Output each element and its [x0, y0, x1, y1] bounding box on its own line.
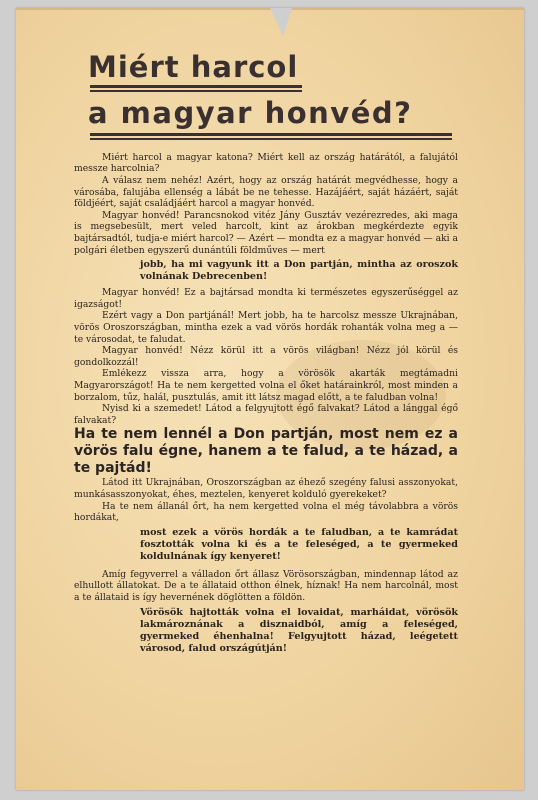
- quote: jobb, ha mi vagyunk itt a Don partján, mintha az oroszok volnának Debrecenben!: [140, 259, 458, 283]
- title-line-1: Miért harcol: [88, 50, 299, 84]
- paragraph: Látod itt Ukrajnában, Oroszországban az éhező szegény falusi asszonyokat, munkásasszonyokat, éhes, meztelen, kenyeret kolduló gyerekeket?: [74, 477, 458, 500]
- paragraph: Emlékezz vissza arra, hogy a vörösök akarták megtámadni Magyarországot! Ha te nem kergetted volna el őket határainkról, most minden a borzalom, tűz, halál, pusztulás, amit itt látsz magad előtt, a te faludban volna!: [74, 368, 458, 403]
- paragraph: Magyar honvéd! Ez a bajtársad mondta ki természetes egyszerűséggel az igazságot!: [74, 287, 458, 310]
- body-text: [74, 152, 458, 655]
- leaflet-content: [74, 52, 458, 655]
- quote: Vörösök hajtották volna el lovaidat, marháidat, vörösök lakmároznának a disznaidból, amíg a feleséged, gyermeked éhenhalna! Felgyujtott házad, leégetett városod, falud országútján!: [140, 606, 458, 654]
- paragraph: Nyisd ki a szemedet! Látod a felgyujtott égő falvakat? Látod a lánggal égő falvakat?: [74, 403, 458, 426]
- paragraph: Miért harcol a magyar katona? Miért kell az ország határától, a falujától messze harcolnia?: [74, 151, 458, 175]
- paragraph: Magyar honvéd! Parancsnokod vitéz Jány Gusztáv vezérezredes, aki maga is megsebesült, mert veled harcolt, kint az árokban megkérdezte egyik bajtársadtól, tudja-e miért harcol? — Azért — mondta ez a magyar honvéd — aki a polgári életben egyszerű dunántúli földműves — mert: [74, 209, 458, 256]
- paragraph: Ha te nem állanál őrt, ha nem kergetted volna el még távolabbra a vörös hordákat,: [74, 500, 458, 524]
- title-rule: [90, 138, 452, 140]
- title-rule: [90, 133, 452, 136]
- paragraph: Ezért vagy a Don partjánál! Mert jobb, ha te harcolsz messze Ukrajnában, vörös Oroszországban, mintha ezek a vad vörös hordák rohanták volna meg a — te városodat, te faludat.: [74, 310, 458, 345]
- paragraph: Magyar honvéd! Nézz körül itt a vörös világban! Nézz jól körül és gondolkozzál!: [74, 345, 458, 368]
- paragraph: A válasz nem nehéz! Azért, hogy az ország határát megvédhesse, hogy a városába, falujába ellenség a lábát be ne tehesse. Hazájáért, saját házáért, saját földjéért, saját családjáért harcol a magyar honvéd.: [74, 175, 458, 210]
- paragraph: Amíg fegyverrel a válladon őrt állasz Vörösországban, mindennap látod az elhullott állatokat. De a te állataid otthon élnek, híznak! Ha nem harcolnál, most a te állataid is így hevernének döglötten a földön.: [74, 568, 458, 603]
- title-line-2: a magyar honvéd?: [88, 96, 413, 131]
- highlight-text: Ha te nem lennél a Don partján, most nem ez a vörös falu égne, hanem a te falud, a te házad, a te pajtád!: [74, 426, 458, 477]
- title-rule: [90, 85, 302, 88]
- quote: most ezek a vörös hordák a te faludban, a te kamrádat fosztották volna ki és a te feleséged, a te gyermeked koldulnának így kenyeret!: [140, 526, 458, 562]
- title-rule: [90, 90, 302, 92]
